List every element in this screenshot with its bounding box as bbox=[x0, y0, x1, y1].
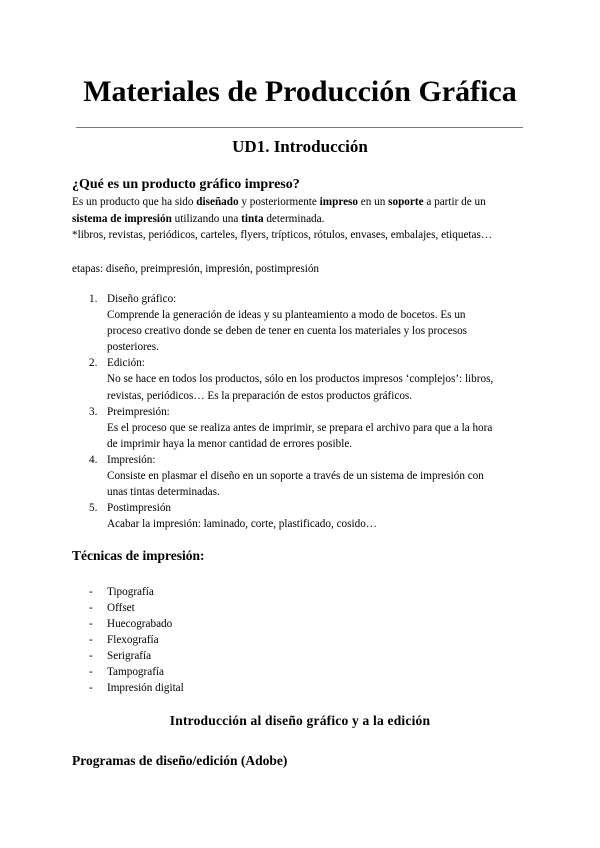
question-heading: ¿Qué es un producto gráfico impreso? bbox=[72, 177, 300, 192]
section-heading: Introducción al diseño gráfico y a la edición bbox=[169, 713, 431, 728]
stages-summary: etapas: diseño, preimpresión, impresión, postimpresión bbox=[72, 263, 320, 275]
technique-item bbox=[72, 600, 184, 616]
technique-label: Huecograbado bbox=[107, 618, 173, 630]
stage-item bbox=[72, 355, 532, 403]
stage-number: 3. bbox=[89, 405, 98, 418]
stage-item bbox=[72, 452, 532, 500]
stage-description-line: proceso creativo donde se deben de tener en cuenta los materiales y los procesos bbox=[107, 325, 468, 338]
technique-label: Impresión digital bbox=[107, 682, 184, 694]
definition-text: a partir de un bbox=[423, 196, 486, 208]
definition-keyword: sistema de impresión bbox=[72, 212, 172, 225]
definition-line bbox=[72, 211, 532, 228]
stage-number: 1. bbox=[89, 293, 98, 305]
definition-text: determinada. bbox=[263, 212, 325, 225]
stage-number: 4. bbox=[89, 453, 98, 466]
stage-description-line: No se hace en todos los productos, sólo en los productos impresos ‘complejos’: libros, bbox=[107, 373, 494, 386]
technique-label: Flexografía bbox=[107, 634, 159, 646]
stage-description-line: Es el proceso que se realiza antes de imprimir, se prepara el archivo para que a la hora bbox=[107, 421, 493, 434]
title-divider bbox=[76, 127, 523, 128]
technique-item bbox=[72, 632, 184, 648]
stage-number: 5. bbox=[89, 502, 98, 515]
technique-item bbox=[72, 680, 184, 696]
definition-text: en un bbox=[358, 196, 389, 208]
stage-description-line: revistas, periódicos… Es la preparación de estos productos gráficos. bbox=[107, 389, 413, 402]
technique-label: Offset bbox=[107, 602, 135, 614]
stage-description-line: Acabar la impresión: laminado, corte, plastificado, cosido… bbox=[107, 518, 377, 531]
stage-title: Impresión: bbox=[107, 453, 156, 466]
stage-title: Edición: bbox=[107, 357, 145, 370]
stages-list bbox=[72, 291, 532, 532]
technique-label: Tampografía bbox=[107, 666, 164, 678]
technique-label: Tipografía bbox=[107, 586, 154, 598]
bullet-dash: - bbox=[89, 666, 93, 678]
techniques-list bbox=[72, 584, 184, 696]
document-title: Materiales de Producción Gráfica bbox=[83, 75, 517, 108]
technique-item bbox=[72, 664, 184, 680]
definition-keyword: diseñado bbox=[196, 196, 239, 208]
examples-line: *libros, revistas, periódicos, carteles, flyers, trípticos, rótulos, envases, embalajes, etiquetas… bbox=[72, 229, 493, 241]
definition-keyword: tinta bbox=[241, 212, 264, 225]
stage-title: Diseño gráfico: bbox=[107, 293, 177, 305]
bullet-dash: - bbox=[89, 634, 93, 646]
stage-description-line: de imprimir haya la menor cantidad de errores posible. bbox=[107, 437, 353, 450]
stage-title: Postimpresión bbox=[107, 502, 172, 515]
stage-description-line: Consiste en plasmar el diseño en un soporte a través de un sistema de impresión con bbox=[107, 470, 484, 483]
definition-text: Es un producto que ha sido bbox=[72, 196, 197, 208]
unit-subtitle: UD1. Introducción bbox=[232, 137, 368, 156]
stage-item bbox=[72, 291, 532, 355]
technique-item bbox=[72, 616, 184, 632]
bullet-dash: - bbox=[89, 602, 93, 614]
definition-keyword: impreso bbox=[319, 196, 358, 208]
technique-item bbox=[72, 648, 184, 664]
stage-description-line: posteriores. bbox=[107, 341, 159, 354]
definition-paragraph bbox=[72, 194, 532, 244]
definition-text: utilizando una bbox=[171, 212, 242, 225]
stage-number: 2. bbox=[89, 357, 98, 370]
stage-item bbox=[72, 500, 532, 532]
programs-heading: Programas de diseño/edición (Adobe) bbox=[72, 753, 288, 768]
stage-title: Preimpresión: bbox=[107, 405, 170, 418]
techniques-heading: Técnicas de impresión: bbox=[72, 548, 205, 563]
definition-keyword: soporte bbox=[388, 196, 424, 208]
bullet-dash: - bbox=[89, 682, 93, 694]
definition-line bbox=[72, 194, 532, 211]
bullet-dash: - bbox=[89, 618, 93, 630]
bullet-dash: - bbox=[89, 650, 93, 662]
stage-description-line: Comprende la generación de ideas y su planteamiento a modo de bocetos. Es un bbox=[107, 309, 466, 322]
technique-label: Serigrafía bbox=[107, 650, 152, 662]
technique-item bbox=[72, 584, 184, 600]
bullet-dash: - bbox=[89, 586, 93, 598]
definition-text: y posteriormente bbox=[238, 196, 320, 208]
stage-description-line: unas tintas determinadas. bbox=[107, 486, 220, 499]
stage-item bbox=[72, 404, 532, 452]
